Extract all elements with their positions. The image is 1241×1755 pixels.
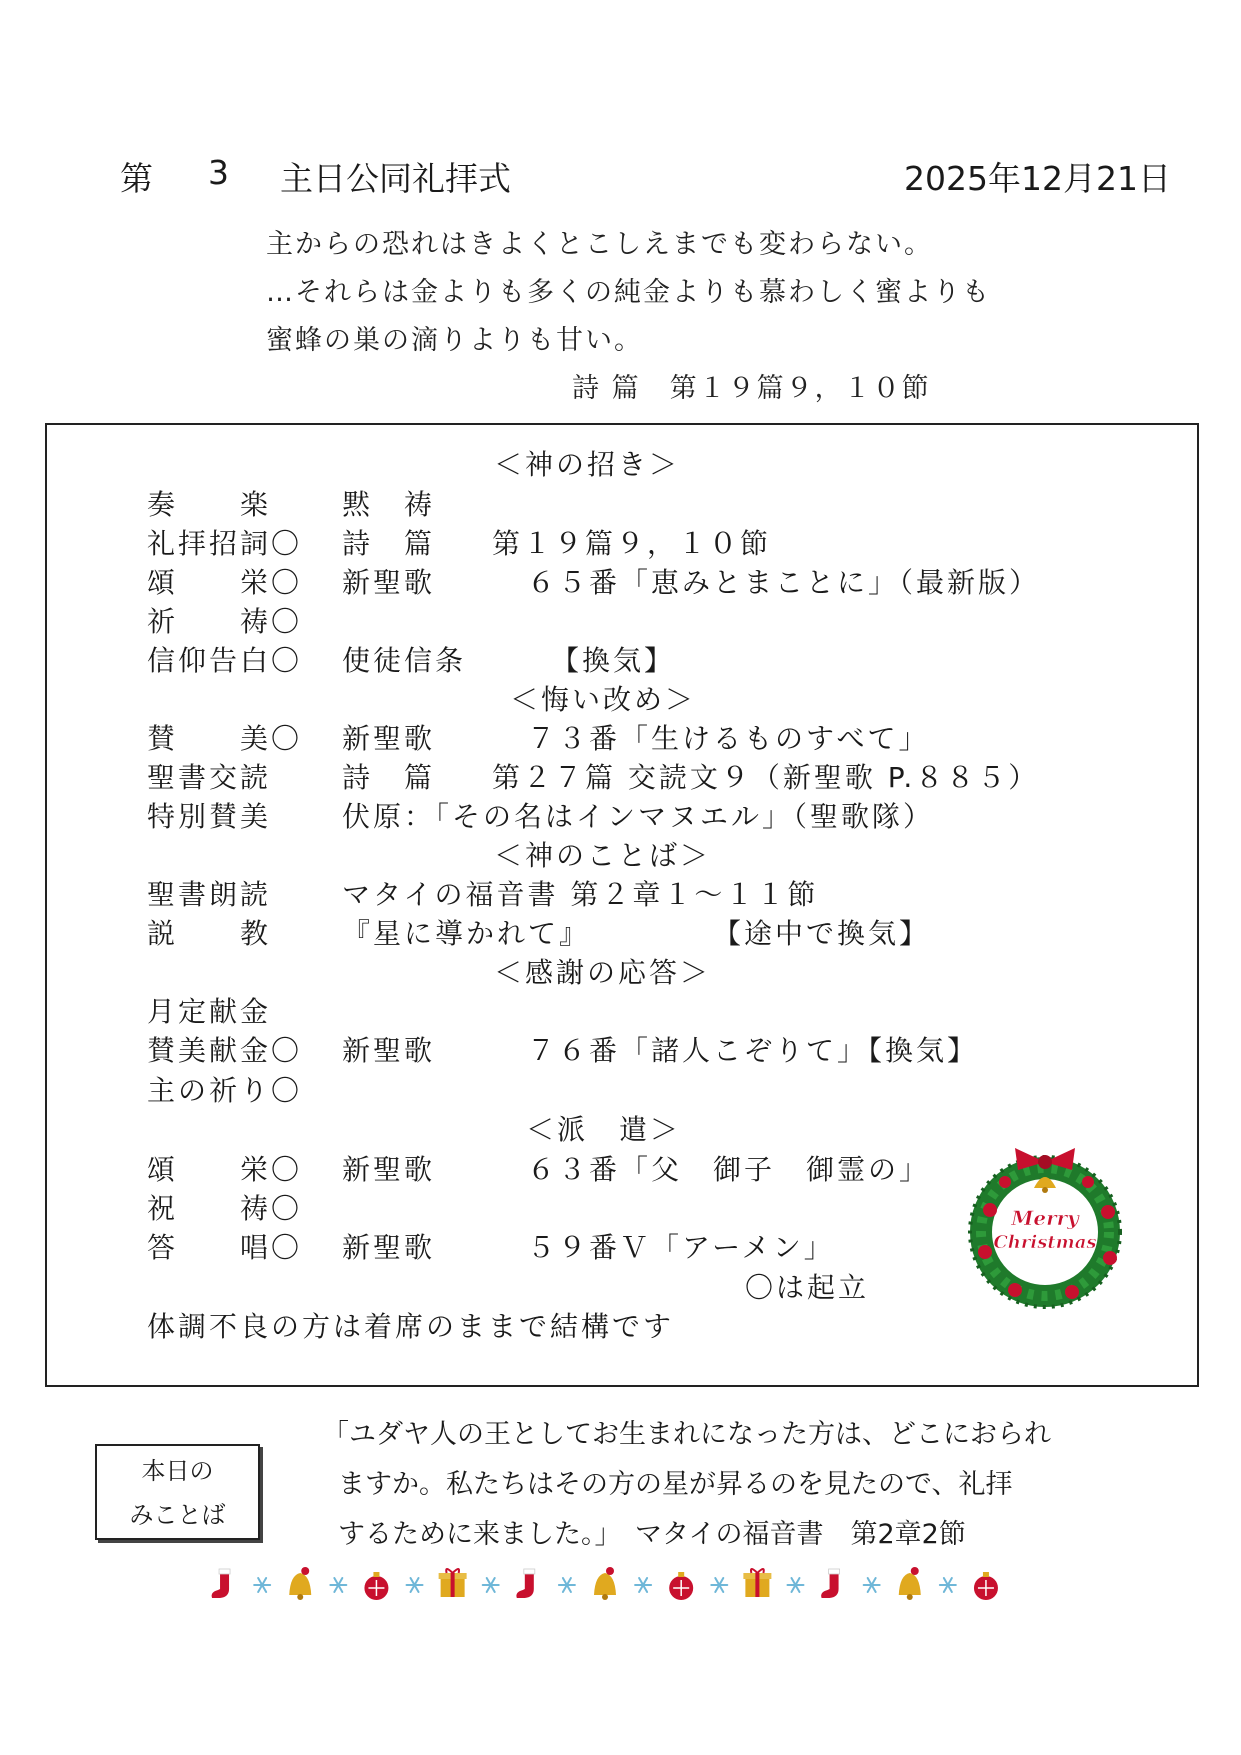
ornament-icon (974, 1572, 998, 1600)
service-number: 3 (208, 153, 229, 192)
snowflake-icon (864, 1578, 880, 1592)
order-label: 頌 栄〇 (147, 566, 303, 599)
section-heading: ＜悔い改め＞ (510, 683, 697, 716)
order-detail: 【換気】 (551, 644, 676, 677)
order-label: 信仰告白〇 (147, 644, 303, 677)
order-label: 祝 祷〇 (147, 1192, 303, 1225)
verse-line: 主からの恐れはきよくとこしえまでも変わらない。 (266, 229, 933, 260)
christmas-decoration-border (205, 1562, 1005, 1608)
verse-reference: 詩 篇 第１９篇９，１０節 (572, 373, 931, 404)
order-item: 黙 祷 (342, 488, 436, 521)
todays-word-label-line: 本日の (141, 1457, 214, 1485)
gift-icon (743, 1569, 771, 1597)
snowflake-icon (330, 1578, 346, 1592)
order-item: 詩 篇 (342, 761, 436, 794)
bell-icon (899, 1567, 921, 1600)
order-item: 詩 篇 (342, 527, 436, 560)
order-detail: ６３番「父 御子 御霊の」 (527, 1153, 931, 1186)
order-item: 新聖歌 (342, 1153, 436, 1186)
order-label: 賛美献金〇 (147, 1034, 303, 1067)
page-title: 主日公同礼拝式 (280, 159, 511, 198)
bell-icon (594, 1567, 616, 1600)
snowflake-icon (635, 1578, 651, 1592)
ornament-icon (669, 1572, 693, 1600)
order-label: 主の祈り〇 (147, 1074, 303, 1107)
snowflake-icon (711, 1578, 727, 1592)
gift-icon (439, 1569, 467, 1597)
order-label: 特別賛美 (147, 800, 272, 833)
order-label: 答 唱〇 (147, 1231, 303, 1264)
order-item: 新聖歌 (342, 566, 436, 599)
section-heading: ＜神のことば＞ (494, 839, 712, 872)
order-label: 頌 栄〇 (147, 1153, 303, 1186)
order-label: 賛 美〇 (147, 722, 303, 755)
todays-word-line: 「ユダヤ人の王としてお生まれになった方は、どこにおられ (322, 1419, 1051, 1450)
order-item: 新聖歌 (342, 1034, 436, 1067)
todays-word-line: ますか。私たちはその方の星が昇るのを見たので、礼拝 (338, 1469, 1013, 1500)
order-label: 説 教 (147, 917, 272, 950)
order-item: 新聖歌 (342, 722, 436, 755)
order-detail: 第２７篇 交読文９（新聖歌 P.８８５） (492, 761, 1040, 794)
wreath-text: Merry (1011, 1206, 1079, 1230)
order-detail: ７６番「諸人こぞりて」【換気】 (527, 1034, 979, 1067)
todays-word-label-line: みことば (129, 1501, 226, 1529)
order-item: マタイの福音書 第２章１～１１節 (342, 878, 819, 911)
order-item: 新聖歌 (342, 1231, 436, 1264)
header-prefix: 第 (120, 159, 153, 198)
section-heading: ＜神の招き＞ (494, 448, 681, 481)
order-detail: 第１９篇９，１０節 (492, 527, 772, 560)
stocking-icon (821, 1569, 839, 1598)
order-detail: ７３番「生けるものすべて」 (527, 722, 930, 755)
order-detail: ５９番Ｖ「アーメン」 (527, 1231, 835, 1264)
todays-word-label (95, 1444, 260, 1540)
snowflake-icon (787, 1578, 803, 1592)
standing-note: 〇は起立 (745, 1271, 870, 1304)
snowflake-icon (559, 1578, 575, 1592)
bell-icon (289, 1567, 311, 1600)
stocking-icon (516, 1569, 534, 1598)
order-label: 聖書交読 (147, 761, 272, 794)
order-label: 奏 楽 (147, 488, 272, 521)
snowflake-icon (483, 1578, 499, 1592)
order-label: 祈 祷〇 (147, 605, 303, 638)
snowflake-icon (407, 1578, 423, 1592)
section-heading: ＜感謝の応答＞ (494, 956, 712, 989)
ornament-icon (364, 1572, 388, 1600)
order-item: 『星に導かれて』 (342, 917, 591, 950)
order-item: 伏原：「その名はインマヌエル」（聖歌隊） (342, 800, 935, 833)
order-label: 礼拝招詞〇 (147, 527, 303, 560)
health-note: 体調不良の方は着席のままで結構です (147, 1310, 675, 1343)
stocking-icon (212, 1569, 230, 1598)
service-date: 2025年12月21日 (904, 159, 1171, 198)
wreath-text: Christmas (993, 1232, 1097, 1253)
section-heading: ＜派 遣＞ (526, 1113, 682, 1146)
order-detail: ６５番「恵みとまことに」（最新版） (527, 566, 1041, 599)
verse-line: …それらは金よりも多くの純金よりも慕わしく蜜よりも (266, 277, 991, 308)
order-detail: 【途中で換気】 (713, 917, 931, 950)
christmas-wreath-icon (960, 1140, 1130, 1310)
order-label: 月定献金 (147, 995, 272, 1028)
snowflake-icon (254, 1578, 270, 1592)
order-item: 使徒信条 (342, 644, 467, 677)
todays-word-line: するために来ました。」 マタイの福音書 第2章2節 (338, 1519, 966, 1550)
snowflake-icon (940, 1578, 956, 1592)
verse-line: 蜜蜂の巣の滴りよりも甘い。 (266, 325, 643, 356)
order-label: 聖書朗読 (147, 878, 272, 911)
